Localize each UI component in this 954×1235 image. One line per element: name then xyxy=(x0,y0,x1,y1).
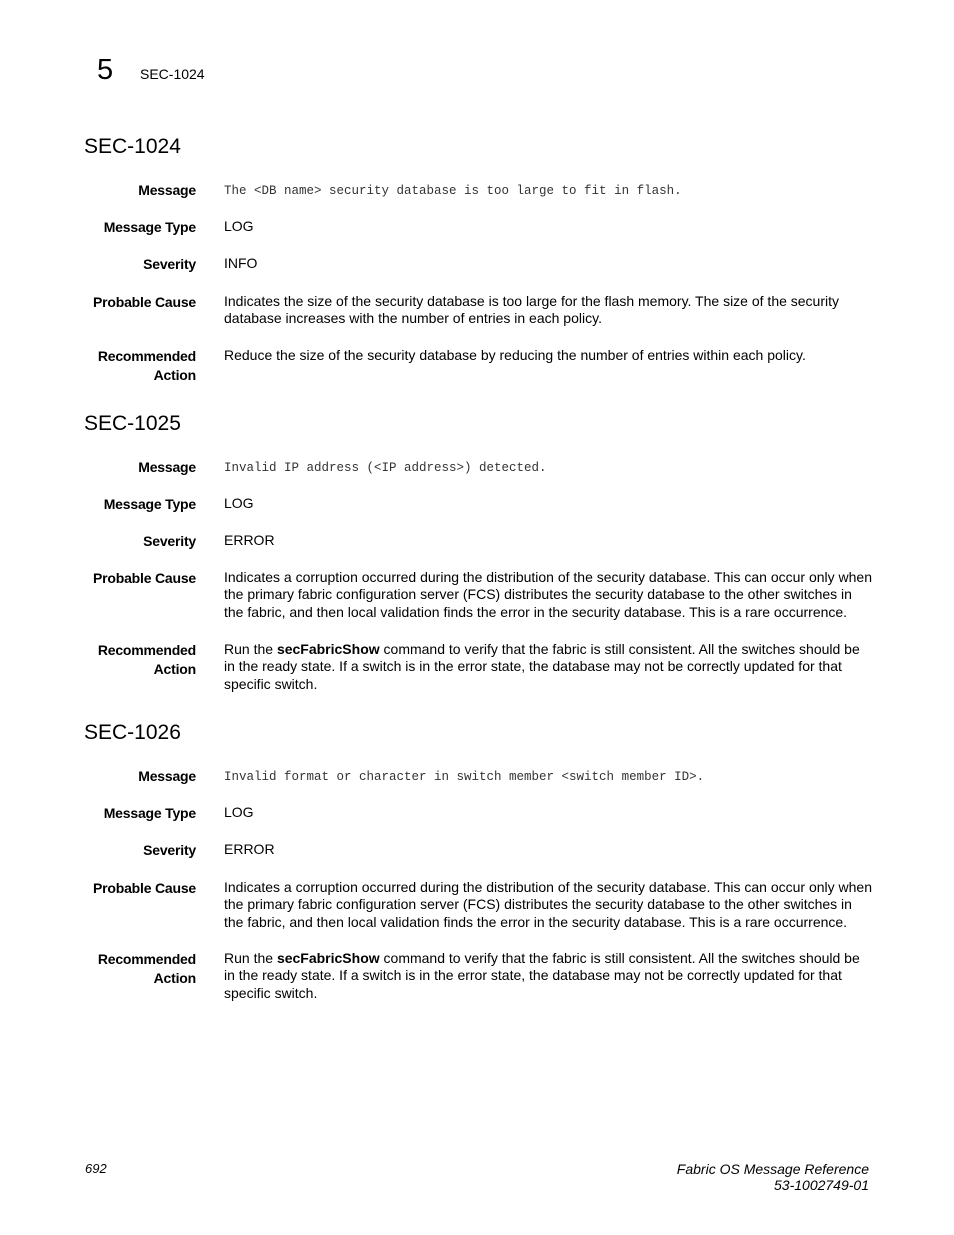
message-type-label: Message Type xyxy=(103,496,196,512)
command-name: secFabricShow xyxy=(276,950,380,966)
message-text: Invalid format or character in switch member <switch member ID>. xyxy=(224,770,705,784)
severity-value: ERROR xyxy=(224,841,275,857)
recommended-label-line2: Action xyxy=(153,366,196,383)
command-name: secFabricShow xyxy=(276,641,380,657)
action-text-post: command to verify that the fabric is still consistent. All the switches should be in the ready state. If a switch is in the error state, the database may not be correctly updated for that specific switch. xyxy=(224,641,860,692)
recommended-action-text xyxy=(224,950,874,1002)
recommended-label-line1: Recommended xyxy=(97,348,196,364)
recommended-action-label xyxy=(46,950,196,987)
section-title: SEC-1026 xyxy=(84,721,181,744)
message-type-label: Message Type xyxy=(103,219,196,235)
message-label: Message xyxy=(138,182,196,198)
message-text: The <DB name> security database is too large to fit in flash. xyxy=(224,184,682,198)
recommended-action-label xyxy=(46,347,196,384)
section-title: SEC-1024 xyxy=(84,135,181,158)
footer-doc-title: Fabric OS Message Reference xyxy=(676,1161,869,1177)
severity-value: ERROR xyxy=(224,532,275,548)
action-text-post: command to verify that the fabric is still consistent. All the switches should be in the ready state. If a switch is in the error state, the database may not be correctly updated for that specific switch. xyxy=(224,950,860,1001)
running-header-title: SEC-1024 xyxy=(140,66,205,82)
section-title: SEC-1025 xyxy=(84,412,181,435)
probable-cause-label: Probable Cause xyxy=(92,880,196,896)
recommended-label-line1: Recommended xyxy=(97,951,196,967)
severity-label: Severity xyxy=(143,256,196,272)
recommended-action-label xyxy=(46,641,196,678)
probable-cause-label: Probable Cause xyxy=(92,294,196,310)
message-type-label: Message Type xyxy=(103,805,196,821)
message-type-value: LOG xyxy=(224,495,254,511)
action-text-pre: Run the xyxy=(224,950,277,966)
message-type-value: LOG xyxy=(224,804,254,820)
recommended-label-line2: Action xyxy=(153,969,196,986)
probable-cause-text: Indicates the size of the security database is too large for the flash memory. The size of the security database increases with the number of entries in each policy. xyxy=(224,293,840,327)
message-label: Message xyxy=(138,768,196,784)
severity-value: INFO xyxy=(224,255,258,271)
recommended-action-text xyxy=(224,641,874,693)
footer-doc-id: 53-1002749-01 xyxy=(774,1177,869,1193)
action-text-pre: Run the xyxy=(224,641,277,657)
probable-cause-text: Indicates a corruption occurred during the distribution of the security database. This can occur only when the primary fabric configuration server (FCS) distributes the security database to the other switches in the fabric, and then local validation finds the error in the security database. This is a rare occurrence. xyxy=(224,569,872,620)
probable-cause-label: Probable Cause xyxy=(92,570,196,586)
severity-label: Severity xyxy=(143,842,196,858)
message-text: Invalid IP address (<IP address>) detected. xyxy=(224,461,547,475)
message-label: Message xyxy=(138,459,196,475)
recommended-label-line1: Recommended xyxy=(97,642,196,658)
message-type-value: LOG xyxy=(224,218,254,234)
probable-cause-text: Indicates a corruption occurred during the distribution of the security database. This can occur only when the primary fabric configuration server (FCS) distributes the security database to the other switches in the fabric, and then local validation finds the error in the security database. This is a rare occurrence. xyxy=(224,879,872,930)
chapter-number: 5 xyxy=(97,54,114,86)
severity-label: Severity xyxy=(143,533,196,549)
footer-doc-info xyxy=(677,1161,869,1193)
page-number: 692 xyxy=(85,1161,107,1176)
recommended-label-line2: Action xyxy=(153,660,196,677)
recommended-action-text: Reduce the size of the security database by reducing the number of entries within each policy. xyxy=(224,347,806,363)
